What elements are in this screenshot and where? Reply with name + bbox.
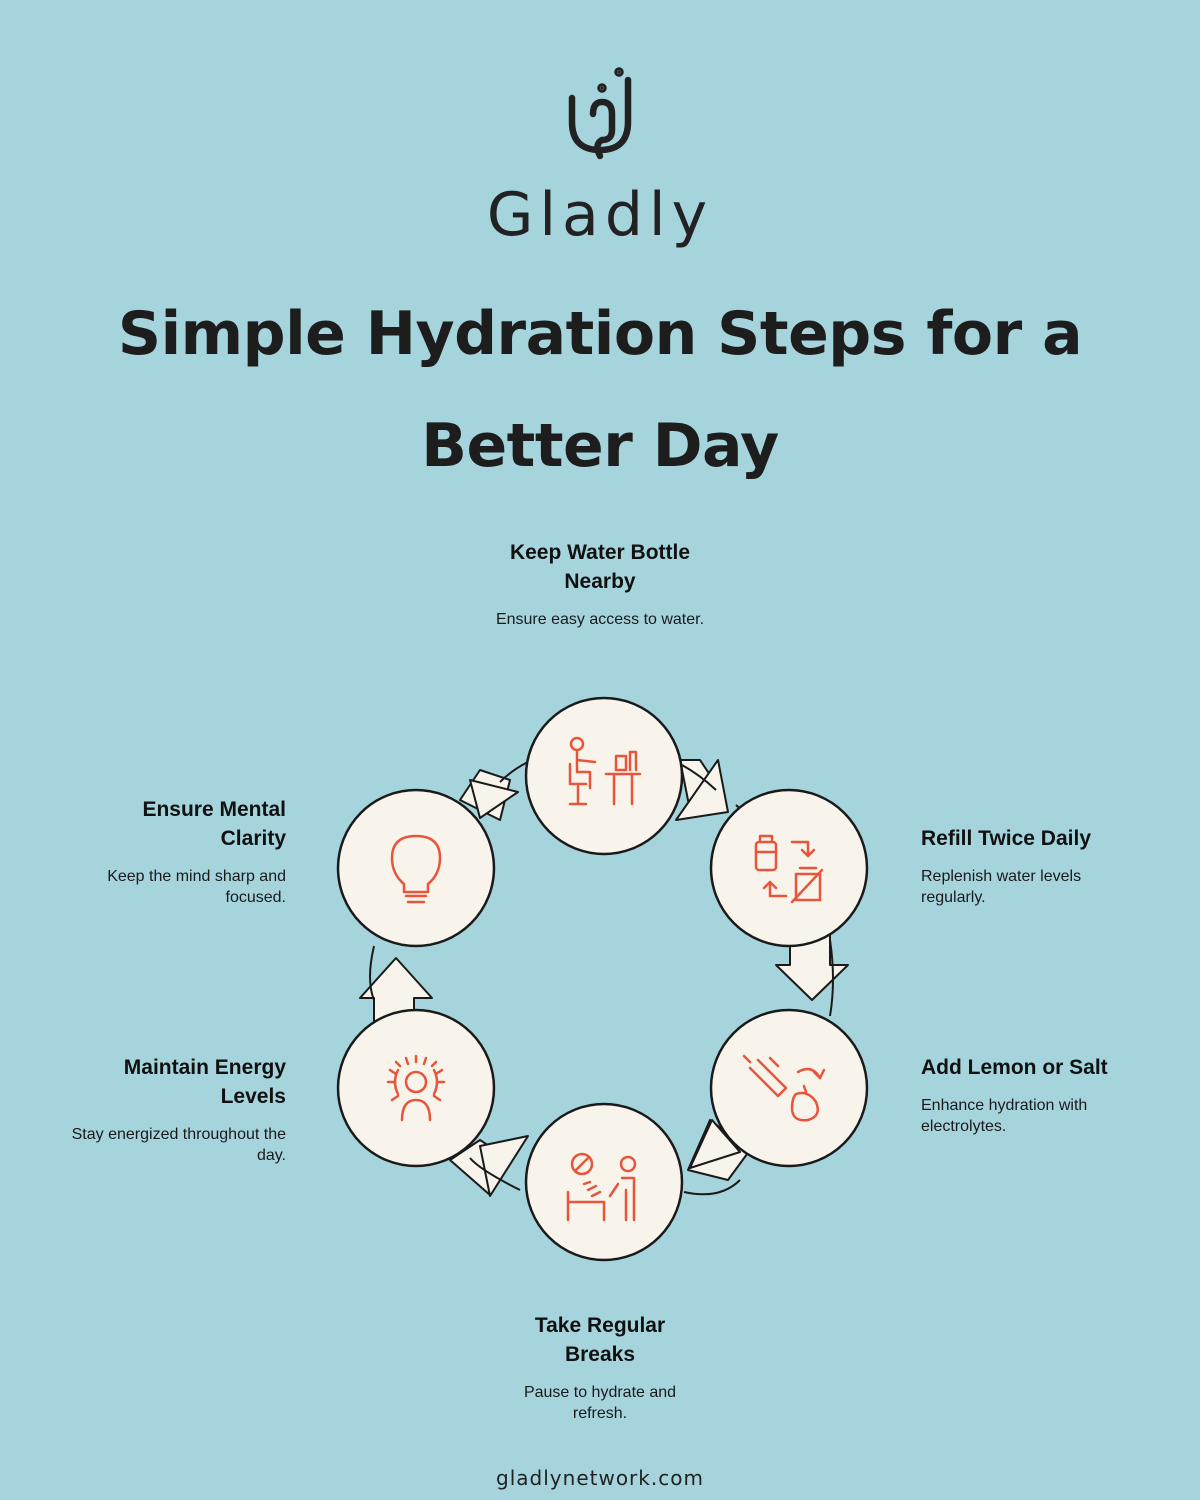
footer-url: gladlynetwork.com	[496, 1466, 704, 1490]
step-circle	[711, 1010, 867, 1166]
step-title-take-breaks: Take Regular Breaks	[534, 1314, 666, 1366]
step-circle	[711, 790, 867, 946]
step-title-add-lemon-salt: Add Lemon or Salt	[921, 1056, 1108, 1079]
step-circle	[526, 698, 682, 854]
step-desc-mental-clarity: Keep the mind sharp and focused.	[107, 868, 286, 906]
step-desc-refill-twice: Replenish water levels regularly.	[921, 868, 1082, 906]
step-desc-keep-water-bottle: Ensure easy access to water.	[495, 611, 705, 628]
brand-name: Gladly	[486, 180, 714, 250]
step-desc-maintain-energy: Stay energized throughout the day.	[71, 1126, 286, 1164]
step-circle	[338, 790, 494, 946]
step-title-keep-water-bottle: Keep Water Bottle Nearby	[509, 541, 691, 593]
page-title: Simple Hydration Steps for a Better Day	[117, 299, 1083, 481]
step-desc-add-lemon-salt: Enhance hydration with electrolytes.	[921, 1097, 1088, 1135]
step-circle	[526, 1104, 682, 1260]
step-title-maintain-energy: Maintain Energy Levels	[123, 1056, 286, 1108]
cycle-arrowhead	[480, 1136, 528, 1196]
step-desc-take-breaks: Pause to hydrate and refresh.	[523, 1384, 677, 1422]
step-circle	[338, 1010, 494, 1166]
step-title-mental-clarity: Ensure Mental Clarity	[142, 798, 286, 850]
step-title-refill-twice: Refill Twice Daily	[921, 827, 1091, 850]
